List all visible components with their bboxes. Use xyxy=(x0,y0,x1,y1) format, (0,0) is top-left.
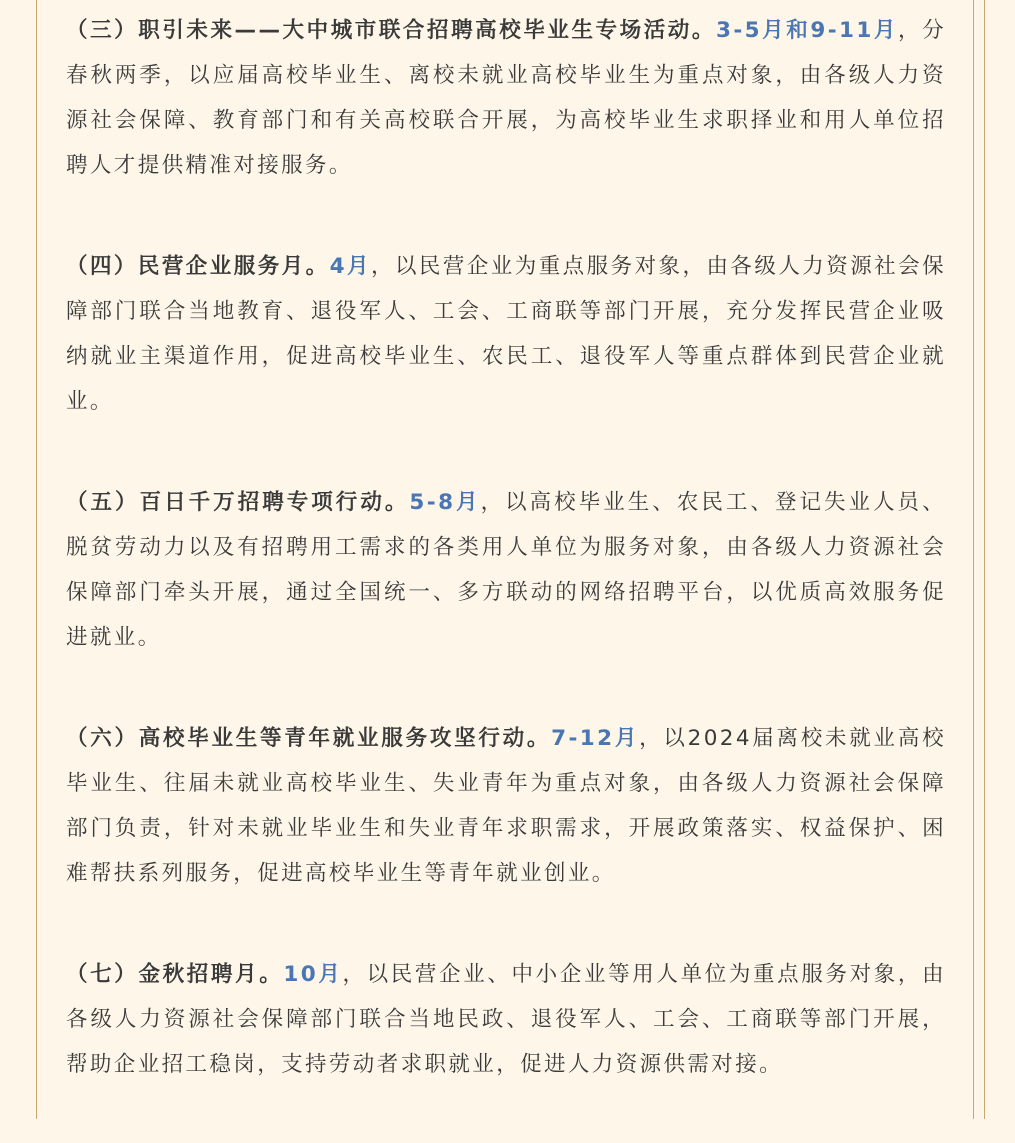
section-heading: （六）高校毕业生等青年就业服务攻坚行动。 xyxy=(66,726,552,751)
section-date: 10月 xyxy=(283,962,343,987)
section-body: ，分春秋两季，以应届高校毕业生、离校未就业高校毕业生为重点对象，由各级人力资源社会保障、教育部门和有关高校联合开展，为高校毕业生求职择业和用人单位招聘人才提供精准对接服务。 xyxy=(66,18,946,178)
section-7 xyxy=(66,952,946,1087)
section-heading: （四）民营企业服务月。 xyxy=(66,254,330,279)
section-5 xyxy=(66,480,946,660)
section-body: ，以2024届离校未就业高校毕业生、往届未就业高校毕业生、失业青年为重点对象，由各级人力资源社会保障部门负责，针对未就业毕业生和失业青年求职需求，开展政策落实、权益保护、困难帮扶系列服务，促进高校毕业生等青年就业创业。 xyxy=(66,726,946,886)
section-date: 5-8月 xyxy=(409,490,481,515)
right-outer-border-line xyxy=(984,0,985,1119)
section-heading: （七）金秋招聘月。 xyxy=(66,962,284,987)
section-body: ，以民营企业为重点服务对象，由各级人力资源社会保障部门联合当地教育、退役军人、工会、工商联等部门开展，充分发挥民营企业吸纳就业主渠道作用，促进高校毕业生、农民工、退役军人等重点群体到民营企业就业。 xyxy=(66,254,947,414)
section-date: 7-12月 xyxy=(551,726,640,751)
left-border-line xyxy=(36,0,37,1119)
section-date: 4月 xyxy=(329,254,371,279)
section-date: 3-5月和9-11月 xyxy=(715,18,898,43)
section-body: ，以民营企业、中小企业等用人单位为重点服务对象，由各级人力资源社会保障部门联合当地民政、退役军人、工会、工商联等部门开展，帮助企业招工稳岗，支持劳动者求职就业，促进人力资源供需对接。 xyxy=(66,962,946,1077)
article-content xyxy=(66,8,946,1143)
right-border-line xyxy=(973,0,974,1119)
section-body: ，以高校毕业生、农民工、登记失业人员、脱贫劳动力以及有招聘用工需求的各类用人单位为服务对象，由各级人力资源社会保障部门牵头开展，通过全国统一、多方联动的网络招聘平台，以优质高效服务促进就业。 xyxy=(66,490,946,650)
section-4 xyxy=(66,244,946,424)
section-6 xyxy=(66,716,946,896)
section-heading: （五）百日千万招聘专项行动。 xyxy=(66,490,410,515)
section-heading: （三）职引未来——大中城市联合招聘高校毕业生专场活动。 xyxy=(66,18,716,43)
section-3 xyxy=(66,8,946,188)
